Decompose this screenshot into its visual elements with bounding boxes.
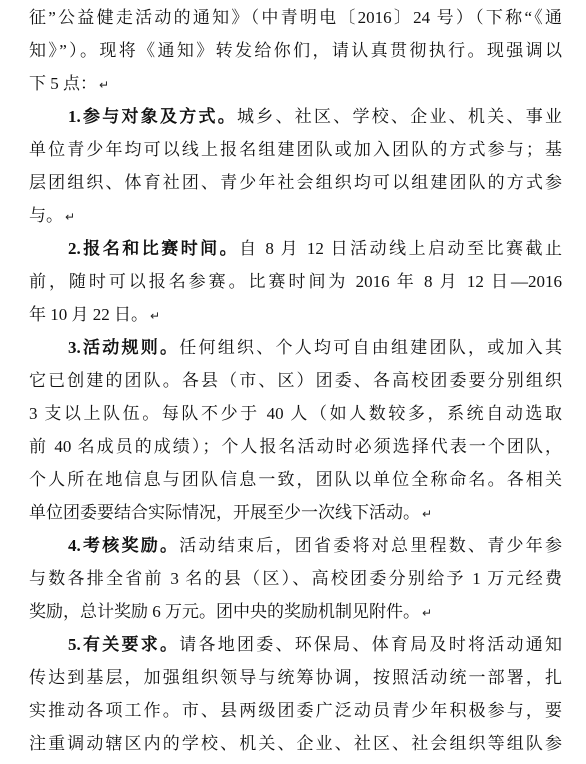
text-line <box>29 100 562 133</box>
line-text: 活动结束后，团省委将对总里程数、青少年参 <box>179 536 562 555</box>
text-line <box>29 1 562 34</box>
section-heading: 5.有关要求。 <box>68 635 180 654</box>
text-line <box>29 232 562 265</box>
section-rewards <box>29 529 562 628</box>
line-text: 请各地团委、环保局、体育局及时将活动通知 <box>179 635 562 654</box>
line-text: 前，随时可以报名参赛。比赛时间为 2016 年 8 月 12 日—2016 <box>29 272 562 291</box>
intro-paragraph <box>29 1 562 100</box>
paragraph-mark-icon: ↵ <box>422 606 433 620</box>
paragraph-mark-icon: ↵ <box>65 210 76 224</box>
text-line <box>29 463 562 496</box>
text-line <box>29 694 562 727</box>
line-text: 与。 <box>29 206 63 225</box>
section-rules <box>29 331 562 529</box>
line-text: 自 8 月 12 日活动线上启动至比赛截止 <box>239 239 562 258</box>
line-text: 个人所在地信息与团队信息一致，团队以单位全称命名。各相关 <box>29 470 562 489</box>
line-text: 奖励，总计奖励 6 万元。团中央的奖励机制见附件。 <box>29 602 420 621</box>
line-text: 年 10 月 22 日。 <box>29 305 148 324</box>
text-line <box>29 166 562 199</box>
line-text: 它已创建的团队。各县（市、区）团委、各高校团委要分别组织 <box>29 371 562 390</box>
line-text: 单位青少年均可以线上报名组建团队或加入团队的方式参与；基 <box>29 140 562 159</box>
line-text: 征”公益健走活动的通知》（中青明电〔2016〕24 号）（下称“《通 <box>29 8 562 27</box>
paragraph-mark-icon: ↵ <box>150 309 161 323</box>
paragraph-mark-icon: ↵ <box>422 507 433 521</box>
line-text: 层团组织、体育社团、青少年社会组织均可以组建团队的方式参 <box>29 173 562 192</box>
line-text: 城乡、社区、学校、企业、机关、事业 <box>237 107 562 126</box>
line-text: 前 40 名成员的成绩）；个人报名活动时必须选择代表一个团队， <box>29 437 562 456</box>
line-text: 知》”）。现将《通知》转发给你们，请认真贯彻执行。现强调以 <box>29 41 562 60</box>
text-line <box>29 265 562 298</box>
text-line <box>29 34 562 67</box>
line-text: 传达到基层，加强组织领导与统筹协调，按照活动统一部署，扎 <box>29 668 562 687</box>
text-line <box>29 628 562 661</box>
text-line <box>29 199 562 232</box>
section-requirements <box>29 628 562 760</box>
line-text: 单位团委要结合实际情况，开展至少一次线下活动。 <box>29 503 420 522</box>
text-line <box>29 331 562 364</box>
text-line <box>29 562 562 595</box>
text-line <box>29 661 562 694</box>
section-heading: 1.参与对象及方式。 <box>68 107 237 126</box>
section-participants <box>29 100 562 232</box>
text-line <box>29 397 562 430</box>
text-line <box>29 727 562 760</box>
text-line <box>29 364 562 397</box>
section-heading: 4.考核奖励。 <box>68 536 180 555</box>
line-text: 实推动各项工作。市、县两级团委广泛动员青少年积极参与，要 <box>29 701 562 720</box>
line-text: 3 支以上队伍。每队不少于 40 人（如人数较多，系统自动选取 <box>29 404 562 423</box>
line-text: 任何组织、个人均可自由组建团队，或加入其 <box>179 338 562 357</box>
line-text: 注重调动辖区内的学校、机关、企业、社区、社会组织等组队参 <box>29 734 562 753</box>
line-text: 下 5 点： <box>29 74 97 93</box>
section-registration-time <box>29 232 562 331</box>
text-line <box>29 529 562 562</box>
text-line <box>29 430 562 463</box>
section-heading: 3.活动规则。 <box>68 338 180 357</box>
text-line <box>29 496 562 529</box>
line-text: 与数各排全省前 3 名的县（区）、高校团委分别给予 1 万元经费 <box>29 569 562 588</box>
text-line <box>29 133 562 166</box>
text-line <box>29 298 562 331</box>
paragraph-mark-icon: ↵ <box>99 78 110 92</box>
section-heading: 2.报名和比赛时间。 <box>68 239 240 258</box>
text-line <box>29 67 562 100</box>
text-line <box>29 595 562 628</box>
